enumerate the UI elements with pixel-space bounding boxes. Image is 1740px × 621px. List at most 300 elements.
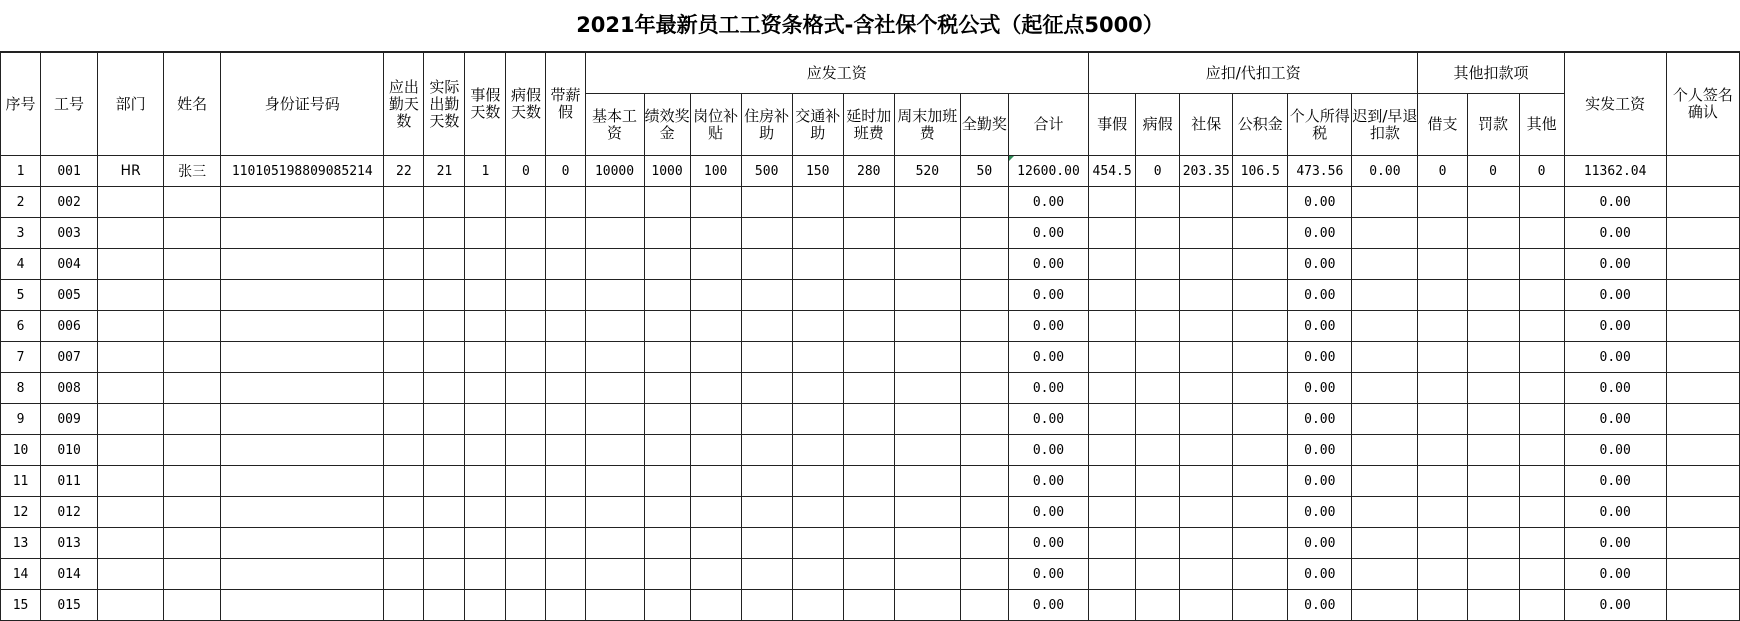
cell-housing-allowance[interactable] xyxy=(741,404,792,435)
cell-overtime-pay[interactable] xyxy=(843,218,894,249)
cell-gross-total[interactable]: 0.00 xyxy=(1008,218,1088,249)
cell-other[interactable] xyxy=(1519,497,1564,528)
cell-personal-leave[interactable] xyxy=(1089,497,1136,528)
cell-housing-allowance[interactable] xyxy=(741,435,792,466)
cell-weekend-overtime[interactable]: 520 xyxy=(894,156,960,187)
cell-actual-days[interactable] xyxy=(424,559,465,590)
cell-housing-fund[interactable] xyxy=(1233,590,1288,621)
cell-housing-fund[interactable] xyxy=(1233,373,1288,404)
cell-id-no[interactable] xyxy=(221,559,384,590)
cell-fine[interactable] xyxy=(1467,528,1519,559)
cell-performance-bonus[interactable] xyxy=(644,218,690,249)
cell-fine[interactable] xyxy=(1467,559,1519,590)
cell-weekend-overtime[interactable] xyxy=(894,404,960,435)
cell-personal-leave-days[interactable] xyxy=(465,528,506,559)
cell-base-salary[interactable] xyxy=(585,466,644,497)
cell-base-salary[interactable] xyxy=(585,187,644,218)
cell-name[interactable] xyxy=(164,435,221,466)
cell-personal-leave-days[interactable] xyxy=(465,187,506,218)
cell-name[interactable] xyxy=(164,249,221,280)
cell-net-pay[interactable]: 0.00 xyxy=(1564,528,1666,559)
cell-signature[interactable] xyxy=(1666,249,1739,280)
cell-overtime-pay[interactable] xyxy=(843,187,894,218)
cell-signature[interactable] xyxy=(1666,559,1739,590)
cell-sick-leave-days[interactable] xyxy=(506,218,546,249)
cell-late-early[interactable] xyxy=(1352,280,1418,311)
cell-due-days[interactable] xyxy=(384,342,424,373)
cell-attendance-bonus[interactable] xyxy=(960,280,1008,311)
cell-housing-allowance[interactable] xyxy=(741,280,792,311)
cell-signature[interactable] xyxy=(1666,373,1739,404)
cell-id-no[interactable] xyxy=(221,466,384,497)
cell-income-tax[interactable]: 0.00 xyxy=(1288,311,1352,342)
cell-overtime-pay[interactable] xyxy=(843,280,894,311)
cell-advance[interactable] xyxy=(1418,280,1467,311)
cell-due-days[interactable] xyxy=(384,187,424,218)
cell-seq[interactable]: 6 xyxy=(1,311,41,342)
cell-social-security[interactable] xyxy=(1180,559,1233,590)
cell-performance-bonus[interactable] xyxy=(644,466,690,497)
cell-base-salary[interactable] xyxy=(585,590,644,621)
cell-transport-allowance[interactable] xyxy=(792,187,843,218)
cell-post-allowance[interactable] xyxy=(690,187,741,218)
cell-dept[interactable] xyxy=(98,435,164,466)
cell-post-allowance[interactable] xyxy=(690,373,741,404)
cell-fine[interactable] xyxy=(1467,373,1519,404)
cell-emp-id[interactable]: 010 xyxy=(41,435,98,466)
cell-advance[interactable] xyxy=(1418,435,1467,466)
cell-actual-days[interactable] xyxy=(424,187,465,218)
cell-sick-leave[interactable] xyxy=(1136,342,1180,373)
cell-paid-leave[interactable] xyxy=(546,249,585,280)
cell-actual-days[interactable] xyxy=(424,373,465,404)
cell-actual-days[interactable] xyxy=(424,497,465,528)
cell-fine[interactable] xyxy=(1467,404,1519,435)
cell-name[interactable] xyxy=(164,559,221,590)
cell-net-pay[interactable]: 0.00 xyxy=(1564,435,1666,466)
cell-transport-allowance[interactable] xyxy=(792,373,843,404)
cell-net-pay[interactable]: 0.00 xyxy=(1564,497,1666,528)
cell-social-security[interactable] xyxy=(1180,404,1233,435)
cell-housing-allowance[interactable] xyxy=(741,342,792,373)
cell-paid-leave[interactable] xyxy=(546,590,585,621)
cell-weekend-overtime[interactable] xyxy=(894,466,960,497)
cell-id-no[interactable] xyxy=(221,218,384,249)
cell-personal-leave[interactable] xyxy=(1089,559,1136,590)
cell-post-allowance[interactable] xyxy=(690,218,741,249)
cell-income-tax[interactable]: 0.00 xyxy=(1288,404,1352,435)
cell-attendance-bonus[interactable] xyxy=(960,528,1008,559)
cell-personal-leave-days[interactable] xyxy=(465,466,506,497)
cell-sick-leave[interactable] xyxy=(1136,466,1180,497)
cell-seq[interactable]: 12 xyxy=(1,497,41,528)
cell-overtime-pay[interactable] xyxy=(843,404,894,435)
cell-personal-leave[interactable] xyxy=(1089,342,1136,373)
cell-fine[interactable] xyxy=(1467,466,1519,497)
cell-dept[interactable] xyxy=(98,311,164,342)
cell-gross-total[interactable]: 0.00 xyxy=(1008,249,1088,280)
cell-post-allowance[interactable] xyxy=(690,528,741,559)
cell-signature[interactable] xyxy=(1666,342,1739,373)
cell-late-early[interactable] xyxy=(1352,466,1418,497)
cell-fine[interactable] xyxy=(1467,187,1519,218)
cell-paid-leave[interactable] xyxy=(546,218,585,249)
cell-overtime-pay[interactable] xyxy=(843,373,894,404)
cell-due-days[interactable] xyxy=(384,528,424,559)
cell-due-days[interactable] xyxy=(384,404,424,435)
cell-housing-fund[interactable]: 106.5 xyxy=(1233,156,1288,187)
cell-income-tax[interactable]: 0.00 xyxy=(1288,218,1352,249)
cell-emp-id[interactable]: 005 xyxy=(41,280,98,311)
cell-personal-leave-days[interactable] xyxy=(465,342,506,373)
cell-seq[interactable]: 15 xyxy=(1,590,41,621)
cell-personal-leave[interactable] xyxy=(1089,187,1136,218)
cell-social-security[interactable] xyxy=(1180,311,1233,342)
cell-sick-leave-days[interactable] xyxy=(506,497,546,528)
cell-personal-leave[interactable] xyxy=(1089,404,1136,435)
cell-other[interactable]: 0 xyxy=(1519,156,1564,187)
cell-post-allowance[interactable] xyxy=(690,342,741,373)
cell-late-early[interactable] xyxy=(1352,404,1418,435)
cell-personal-leave[interactable] xyxy=(1089,373,1136,404)
cell-other[interactable] xyxy=(1519,590,1564,621)
cell-sick-leave[interactable]: 0 xyxy=(1136,156,1180,187)
cell-social-security[interactable] xyxy=(1180,218,1233,249)
cell-paid-leave[interactable] xyxy=(546,466,585,497)
cell-income-tax[interactable]: 0.00 xyxy=(1288,466,1352,497)
cell-late-early[interactable] xyxy=(1352,528,1418,559)
cell-base-salary[interactable] xyxy=(585,311,644,342)
cell-net-pay[interactable]: 0.00 xyxy=(1564,404,1666,435)
cell-dept[interactable] xyxy=(98,559,164,590)
cell-net-pay[interactable]: 0.00 xyxy=(1564,590,1666,621)
cell-emp-id[interactable]: 015 xyxy=(41,590,98,621)
cell-actual-days[interactable] xyxy=(424,404,465,435)
cell-social-security[interactable]: 203.35 xyxy=(1180,156,1233,187)
cell-signature[interactable] xyxy=(1666,497,1739,528)
cell-personal-leave[interactable] xyxy=(1089,218,1136,249)
cell-late-early[interactable] xyxy=(1352,435,1418,466)
cell-overtime-pay[interactable]: 280 xyxy=(843,156,894,187)
cell-post-allowance[interactable] xyxy=(690,311,741,342)
cell-post-allowance[interactable] xyxy=(690,497,741,528)
cell-weekend-overtime[interactable] xyxy=(894,590,960,621)
cell-housing-allowance[interactable] xyxy=(741,249,792,280)
cell-actual-days[interactable] xyxy=(424,435,465,466)
cell-fine[interactable] xyxy=(1467,249,1519,280)
cell-gross-total[interactable]: 0.00 xyxy=(1008,404,1088,435)
cell-dept[interactable] xyxy=(98,249,164,280)
cell-transport-allowance[interactable] xyxy=(792,590,843,621)
cell-seq[interactable]: 11 xyxy=(1,466,41,497)
cell-other[interactable] xyxy=(1519,559,1564,590)
cell-seq[interactable]: 14 xyxy=(1,559,41,590)
cell-base-salary[interactable] xyxy=(585,497,644,528)
cell-id-no[interactable] xyxy=(221,404,384,435)
cell-late-early[interactable] xyxy=(1352,342,1418,373)
cell-housing-fund[interactable] xyxy=(1233,187,1288,218)
cell-sick-leave[interactable] xyxy=(1136,249,1180,280)
cell-housing-fund[interactable] xyxy=(1233,249,1288,280)
cell-signature[interactable] xyxy=(1666,280,1739,311)
cell-weekend-overtime[interactable] xyxy=(894,218,960,249)
cell-net-pay[interactable]: 0.00 xyxy=(1564,218,1666,249)
cell-overtime-pay[interactable] xyxy=(843,342,894,373)
cell-housing-allowance[interactable] xyxy=(741,373,792,404)
cell-id-no[interactable] xyxy=(221,187,384,218)
cell-gross-total[interactable]: 0.00 xyxy=(1008,187,1088,218)
cell-transport-allowance[interactable] xyxy=(792,249,843,280)
cell-gross-total[interactable]: 0.00 xyxy=(1008,311,1088,342)
cell-seq[interactable]: 10 xyxy=(1,435,41,466)
cell-paid-leave[interactable] xyxy=(546,280,585,311)
cell-social-security[interactable] xyxy=(1180,466,1233,497)
cell-weekend-overtime[interactable] xyxy=(894,249,960,280)
cell-due-days[interactable] xyxy=(384,311,424,342)
cell-actual-days[interactable] xyxy=(424,311,465,342)
cell-signature[interactable] xyxy=(1666,218,1739,249)
cell-actual-days[interactable] xyxy=(424,590,465,621)
cell-due-days[interactable] xyxy=(384,435,424,466)
cell-gross-total[interactable]: 0.00 xyxy=(1008,590,1088,621)
cell-net-pay[interactable]: 0.00 xyxy=(1564,466,1666,497)
cell-overtime-pay[interactable] xyxy=(843,311,894,342)
cell-transport-allowance[interactable] xyxy=(792,342,843,373)
cell-other[interactable] xyxy=(1519,249,1564,280)
cell-sick-leave-days[interactable]: 0 xyxy=(506,156,546,187)
cell-gross-total[interactable]: 0.00 xyxy=(1008,435,1088,466)
cell-overtime-pay[interactable] xyxy=(843,497,894,528)
cell-emp-id[interactable]: 003 xyxy=(41,218,98,249)
cell-late-early[interactable] xyxy=(1352,311,1418,342)
cell-sick-leave[interactable] xyxy=(1136,559,1180,590)
cell-dept[interactable] xyxy=(98,528,164,559)
cell-id-no[interactable] xyxy=(221,249,384,280)
cell-seq[interactable]: 2 xyxy=(1,187,41,218)
cell-personal-leave[interactable] xyxy=(1089,311,1136,342)
cell-name[interactable]: 张三 xyxy=(164,156,221,187)
cell-net-pay[interactable]: 0.00 xyxy=(1564,342,1666,373)
cell-weekend-overtime[interactable] xyxy=(894,528,960,559)
cell-sick-leave[interactable] xyxy=(1136,497,1180,528)
cell-gross-total[interactable]: 0.00 xyxy=(1008,497,1088,528)
cell-sick-leave-days[interactable] xyxy=(506,590,546,621)
cell-signature[interactable] xyxy=(1666,466,1739,497)
cell-performance-bonus[interactable] xyxy=(644,559,690,590)
cell-social-security[interactable] xyxy=(1180,187,1233,218)
cell-performance-bonus[interactable] xyxy=(644,590,690,621)
cell-advance[interactable] xyxy=(1418,559,1467,590)
cell-housing-allowance[interactable] xyxy=(741,218,792,249)
cell-advance[interactable] xyxy=(1418,342,1467,373)
cell-personal-leave-days[interactable] xyxy=(465,590,506,621)
cell-performance-bonus[interactable] xyxy=(644,311,690,342)
cell-fine[interactable] xyxy=(1467,342,1519,373)
cell-id-no[interactable] xyxy=(221,311,384,342)
cell-housing-fund[interactable] xyxy=(1233,528,1288,559)
cell-name[interactable] xyxy=(164,404,221,435)
cell-due-days[interactable] xyxy=(384,249,424,280)
cell-performance-bonus[interactable] xyxy=(644,528,690,559)
cell-transport-allowance[interactable] xyxy=(792,218,843,249)
cell-paid-leave[interactable] xyxy=(546,342,585,373)
cell-personal-leave-days[interactable] xyxy=(465,218,506,249)
cell-base-salary[interactable] xyxy=(585,249,644,280)
cell-attendance-bonus[interactable] xyxy=(960,559,1008,590)
cell-weekend-overtime[interactable] xyxy=(894,342,960,373)
cell-paid-leave[interactable] xyxy=(546,373,585,404)
cell-fine[interactable] xyxy=(1467,590,1519,621)
cell-performance-bonus[interactable] xyxy=(644,342,690,373)
cell-fine[interactable] xyxy=(1467,218,1519,249)
cell-net-pay[interactable]: 0.00 xyxy=(1564,559,1666,590)
cell-due-days[interactable] xyxy=(384,373,424,404)
cell-advance[interactable]: 0 xyxy=(1418,156,1467,187)
cell-sick-leave[interactable] xyxy=(1136,435,1180,466)
cell-late-early[interactable] xyxy=(1352,249,1418,280)
cell-paid-leave[interactable] xyxy=(546,497,585,528)
cell-attendance-bonus[interactable] xyxy=(960,404,1008,435)
cell-late-early[interactable] xyxy=(1352,559,1418,590)
cell-paid-leave[interactable] xyxy=(546,311,585,342)
cell-due-days[interactable] xyxy=(384,590,424,621)
cell-id-no[interactable] xyxy=(221,497,384,528)
cell-id-no[interactable]: 110105198809085214 xyxy=(221,156,384,187)
cell-paid-leave[interactable] xyxy=(546,528,585,559)
cell-base-salary[interactable] xyxy=(585,404,644,435)
cell-post-allowance[interactable] xyxy=(690,559,741,590)
cell-transport-allowance[interactable] xyxy=(792,497,843,528)
cell-paid-leave[interactable] xyxy=(546,435,585,466)
cell-late-early[interactable] xyxy=(1352,187,1418,218)
cell-attendance-bonus[interactable]: 50 xyxy=(960,156,1008,187)
cell-fine[interactable] xyxy=(1467,435,1519,466)
cell-name[interactable] xyxy=(164,280,221,311)
cell-emp-id[interactable]: 012 xyxy=(41,497,98,528)
cell-late-early[interactable] xyxy=(1352,497,1418,528)
cell-due-days[interactable] xyxy=(384,497,424,528)
cell-income-tax[interactable]: 0.00 xyxy=(1288,342,1352,373)
cell-income-tax[interactable]: 0.00 xyxy=(1288,590,1352,621)
cell-emp-id[interactable]: 008 xyxy=(41,373,98,404)
cell-advance[interactable] xyxy=(1418,404,1467,435)
cell-post-allowance[interactable] xyxy=(690,590,741,621)
cell-housing-allowance[interactable]: 500 xyxy=(741,156,792,187)
cell-personal-leave[interactable] xyxy=(1089,280,1136,311)
cell-personal-leave[interactable] xyxy=(1089,528,1136,559)
cell-sick-leave-days[interactable] xyxy=(506,311,546,342)
cell-transport-allowance[interactable] xyxy=(792,311,843,342)
cell-advance[interactable] xyxy=(1418,187,1467,218)
cell-seq[interactable]: 8 xyxy=(1,373,41,404)
cell-name[interactable] xyxy=(164,466,221,497)
cell-weekend-overtime[interactable] xyxy=(894,280,960,311)
cell-emp-id[interactable]: 006 xyxy=(41,311,98,342)
cell-social-security[interactable] xyxy=(1180,373,1233,404)
cell-id-no[interactable] xyxy=(221,435,384,466)
cell-actual-days[interactable] xyxy=(424,466,465,497)
cell-social-security[interactable] xyxy=(1180,249,1233,280)
cell-overtime-pay[interactable] xyxy=(843,249,894,280)
cell-performance-bonus[interactable] xyxy=(644,497,690,528)
cell-housing-allowance[interactable] xyxy=(741,187,792,218)
cell-paid-leave[interactable] xyxy=(546,559,585,590)
cell-attendance-bonus[interactable] xyxy=(960,249,1008,280)
cell-personal-leave[interactable] xyxy=(1089,590,1136,621)
cell-name[interactable] xyxy=(164,590,221,621)
cell-seq[interactable]: 4 xyxy=(1,249,41,280)
cell-personal-leave-days[interactable] xyxy=(465,559,506,590)
cell-personal-leave-days[interactable] xyxy=(465,373,506,404)
cell-overtime-pay[interactable] xyxy=(843,590,894,621)
cell-name[interactable] xyxy=(164,342,221,373)
cell-housing-fund[interactable] xyxy=(1233,311,1288,342)
cell-attendance-bonus[interactable] xyxy=(960,187,1008,218)
cell-net-pay[interactable]: 0.00 xyxy=(1564,373,1666,404)
cell-name[interactable] xyxy=(164,373,221,404)
cell-sick-leave-days[interactable] xyxy=(506,249,546,280)
cell-sick-leave[interactable] xyxy=(1136,373,1180,404)
cell-overtime-pay[interactable] xyxy=(843,435,894,466)
cell-id-no[interactable] xyxy=(221,590,384,621)
cell-housing-fund[interactable] xyxy=(1233,342,1288,373)
cell-base-salary[interactable] xyxy=(585,342,644,373)
cell-performance-bonus[interactable] xyxy=(644,187,690,218)
cell-due-days[interactable]: 22 xyxy=(384,156,424,187)
cell-emp-id[interactable]: 009 xyxy=(41,404,98,435)
cell-sick-leave-days[interactable] xyxy=(506,280,546,311)
cell-id-no[interactable] xyxy=(221,342,384,373)
cell-late-early[interactable] xyxy=(1352,590,1418,621)
cell-other[interactable] xyxy=(1519,528,1564,559)
cell-advance[interactable] xyxy=(1418,373,1467,404)
cell-base-salary[interactable] xyxy=(585,528,644,559)
cell-advance[interactable] xyxy=(1418,528,1467,559)
cell-base-salary[interactable] xyxy=(585,280,644,311)
cell-post-allowance[interactable] xyxy=(690,435,741,466)
cell-due-days[interactable] xyxy=(384,280,424,311)
cell-paid-leave[interactable] xyxy=(546,404,585,435)
cell-gross-total[interactable]: 12600.00 xyxy=(1008,156,1088,187)
cell-dept[interactable] xyxy=(98,187,164,218)
cell-post-allowance[interactable] xyxy=(690,280,741,311)
cell-actual-days[interactable] xyxy=(424,342,465,373)
cell-personal-leave[interactable] xyxy=(1089,466,1136,497)
cell-fine[interactable] xyxy=(1467,311,1519,342)
cell-id-no[interactable] xyxy=(221,528,384,559)
cell-sick-leave-days[interactable] xyxy=(506,404,546,435)
cell-advance[interactable] xyxy=(1418,590,1467,621)
cell-housing-fund[interactable] xyxy=(1233,218,1288,249)
cell-base-salary[interactable] xyxy=(585,373,644,404)
cell-transport-allowance[interactable] xyxy=(792,528,843,559)
cell-social-security[interactable] xyxy=(1180,528,1233,559)
cell-net-pay[interactable]: 0.00 xyxy=(1564,311,1666,342)
cell-signature[interactable] xyxy=(1666,311,1739,342)
cell-performance-bonus[interactable] xyxy=(644,249,690,280)
cell-social-security[interactable] xyxy=(1180,497,1233,528)
cell-signature[interactable] xyxy=(1666,528,1739,559)
cell-late-early[interactable]: 0.00 xyxy=(1352,156,1418,187)
cell-dept[interactable] xyxy=(98,280,164,311)
cell-other[interactable] xyxy=(1519,280,1564,311)
cell-late-early[interactable] xyxy=(1352,218,1418,249)
cell-social-security[interactable] xyxy=(1180,342,1233,373)
cell-gross-total[interactable]: 0.00 xyxy=(1008,466,1088,497)
cell-name[interactable] xyxy=(164,218,221,249)
cell-advance[interactable] xyxy=(1418,311,1467,342)
cell-weekend-overtime[interactable] xyxy=(894,187,960,218)
